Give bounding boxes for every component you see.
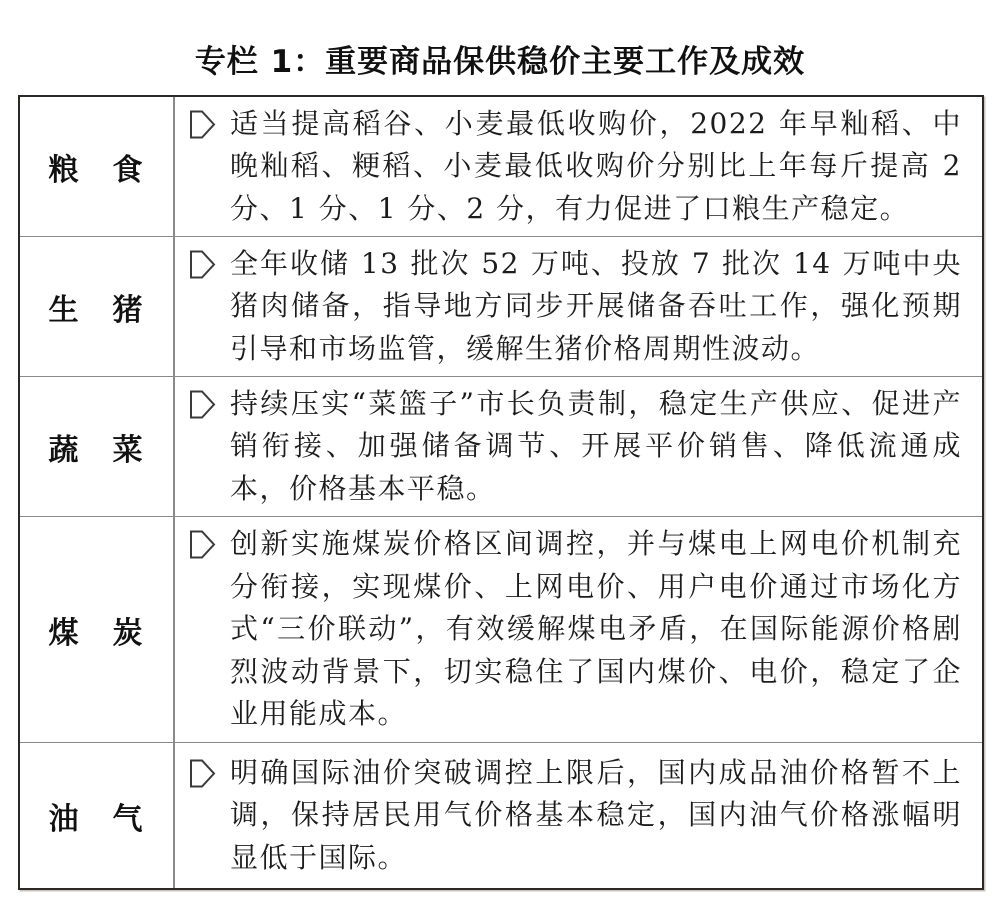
row-content-coal (175, 517, 982, 742)
page-title: 专栏 1：重要商品保供稳价主要工作及成效 (194, 44, 806, 80)
row-label-grain: 粮 食 (20, 97, 175, 236)
row-text: 创新实施煤炭价格区间调控，并与煤电上网电价机制充分衔接，实现煤价、上网电价、用户电价通过市场化方式“三价联动”，有效缓解煤电矛盾，在国际能源价格剧烈波动背景下，切实稳住了国内煤价、电价，稳定了企业用能成本。 (230, 527, 962, 731)
white-right-arrow-icon (189, 249, 216, 280)
table-row-coal (20, 517, 982, 743)
white-right-arrow-icon (189, 529, 216, 560)
white-right-arrow-icon (189, 758, 216, 789)
row-text: 适当提高稻谷、小麦最低收购价，2022 年早籼稻、中晚籼稻、粳稻、小麦最低收购价分别比上年每斤提高 2 分、1 分、1 分、2 分，有力促进了口粮生产稳定。 (230, 106, 962, 225)
row-text: 明确国际油价突破调控上限后，国内成品油价格暂不上调，保持居民用气价格基本稳定，国内油气价格涨幅明显低于国际。 (230, 755, 962, 874)
row-label-coal: 煤 炭 (20, 517, 175, 742)
row-text: 持续压实“菜篮子”市长负责制，稳定生产供应、促进产销衔接、加强储备调节、开展平价销售、降低流通成本，价格基本平稳。 (230, 386, 962, 505)
commodity-table (18, 95, 984, 890)
row-content-hogs (175, 237, 982, 376)
table-row-hogs (20, 237, 982, 377)
row-label-hogs: 生 猪 (20, 237, 175, 376)
row-content-oil-gas (175, 743, 982, 888)
row-content-grain (175, 97, 982, 236)
table-row-vegetables (20, 377, 982, 517)
row-label-vegetables: 蔬 菜 (20, 377, 175, 516)
white-right-arrow-icon (189, 109, 216, 140)
table-row-grain (20, 97, 982, 237)
table-row-oil-gas (20, 743, 982, 888)
white-right-arrow-icon (189, 389, 216, 420)
row-text: 全年收储 13 批次 52 万吨、投放 7 批次 14 万吨中央猪肉储备，指导地方同步开展储备吞吐工作，强化预期引导和市场监管，缓解生猪价格周期性波动。 (230, 246, 962, 365)
row-label-oil-gas: 油 气 (20, 743, 175, 888)
row-content-vegetables (175, 377, 982, 516)
